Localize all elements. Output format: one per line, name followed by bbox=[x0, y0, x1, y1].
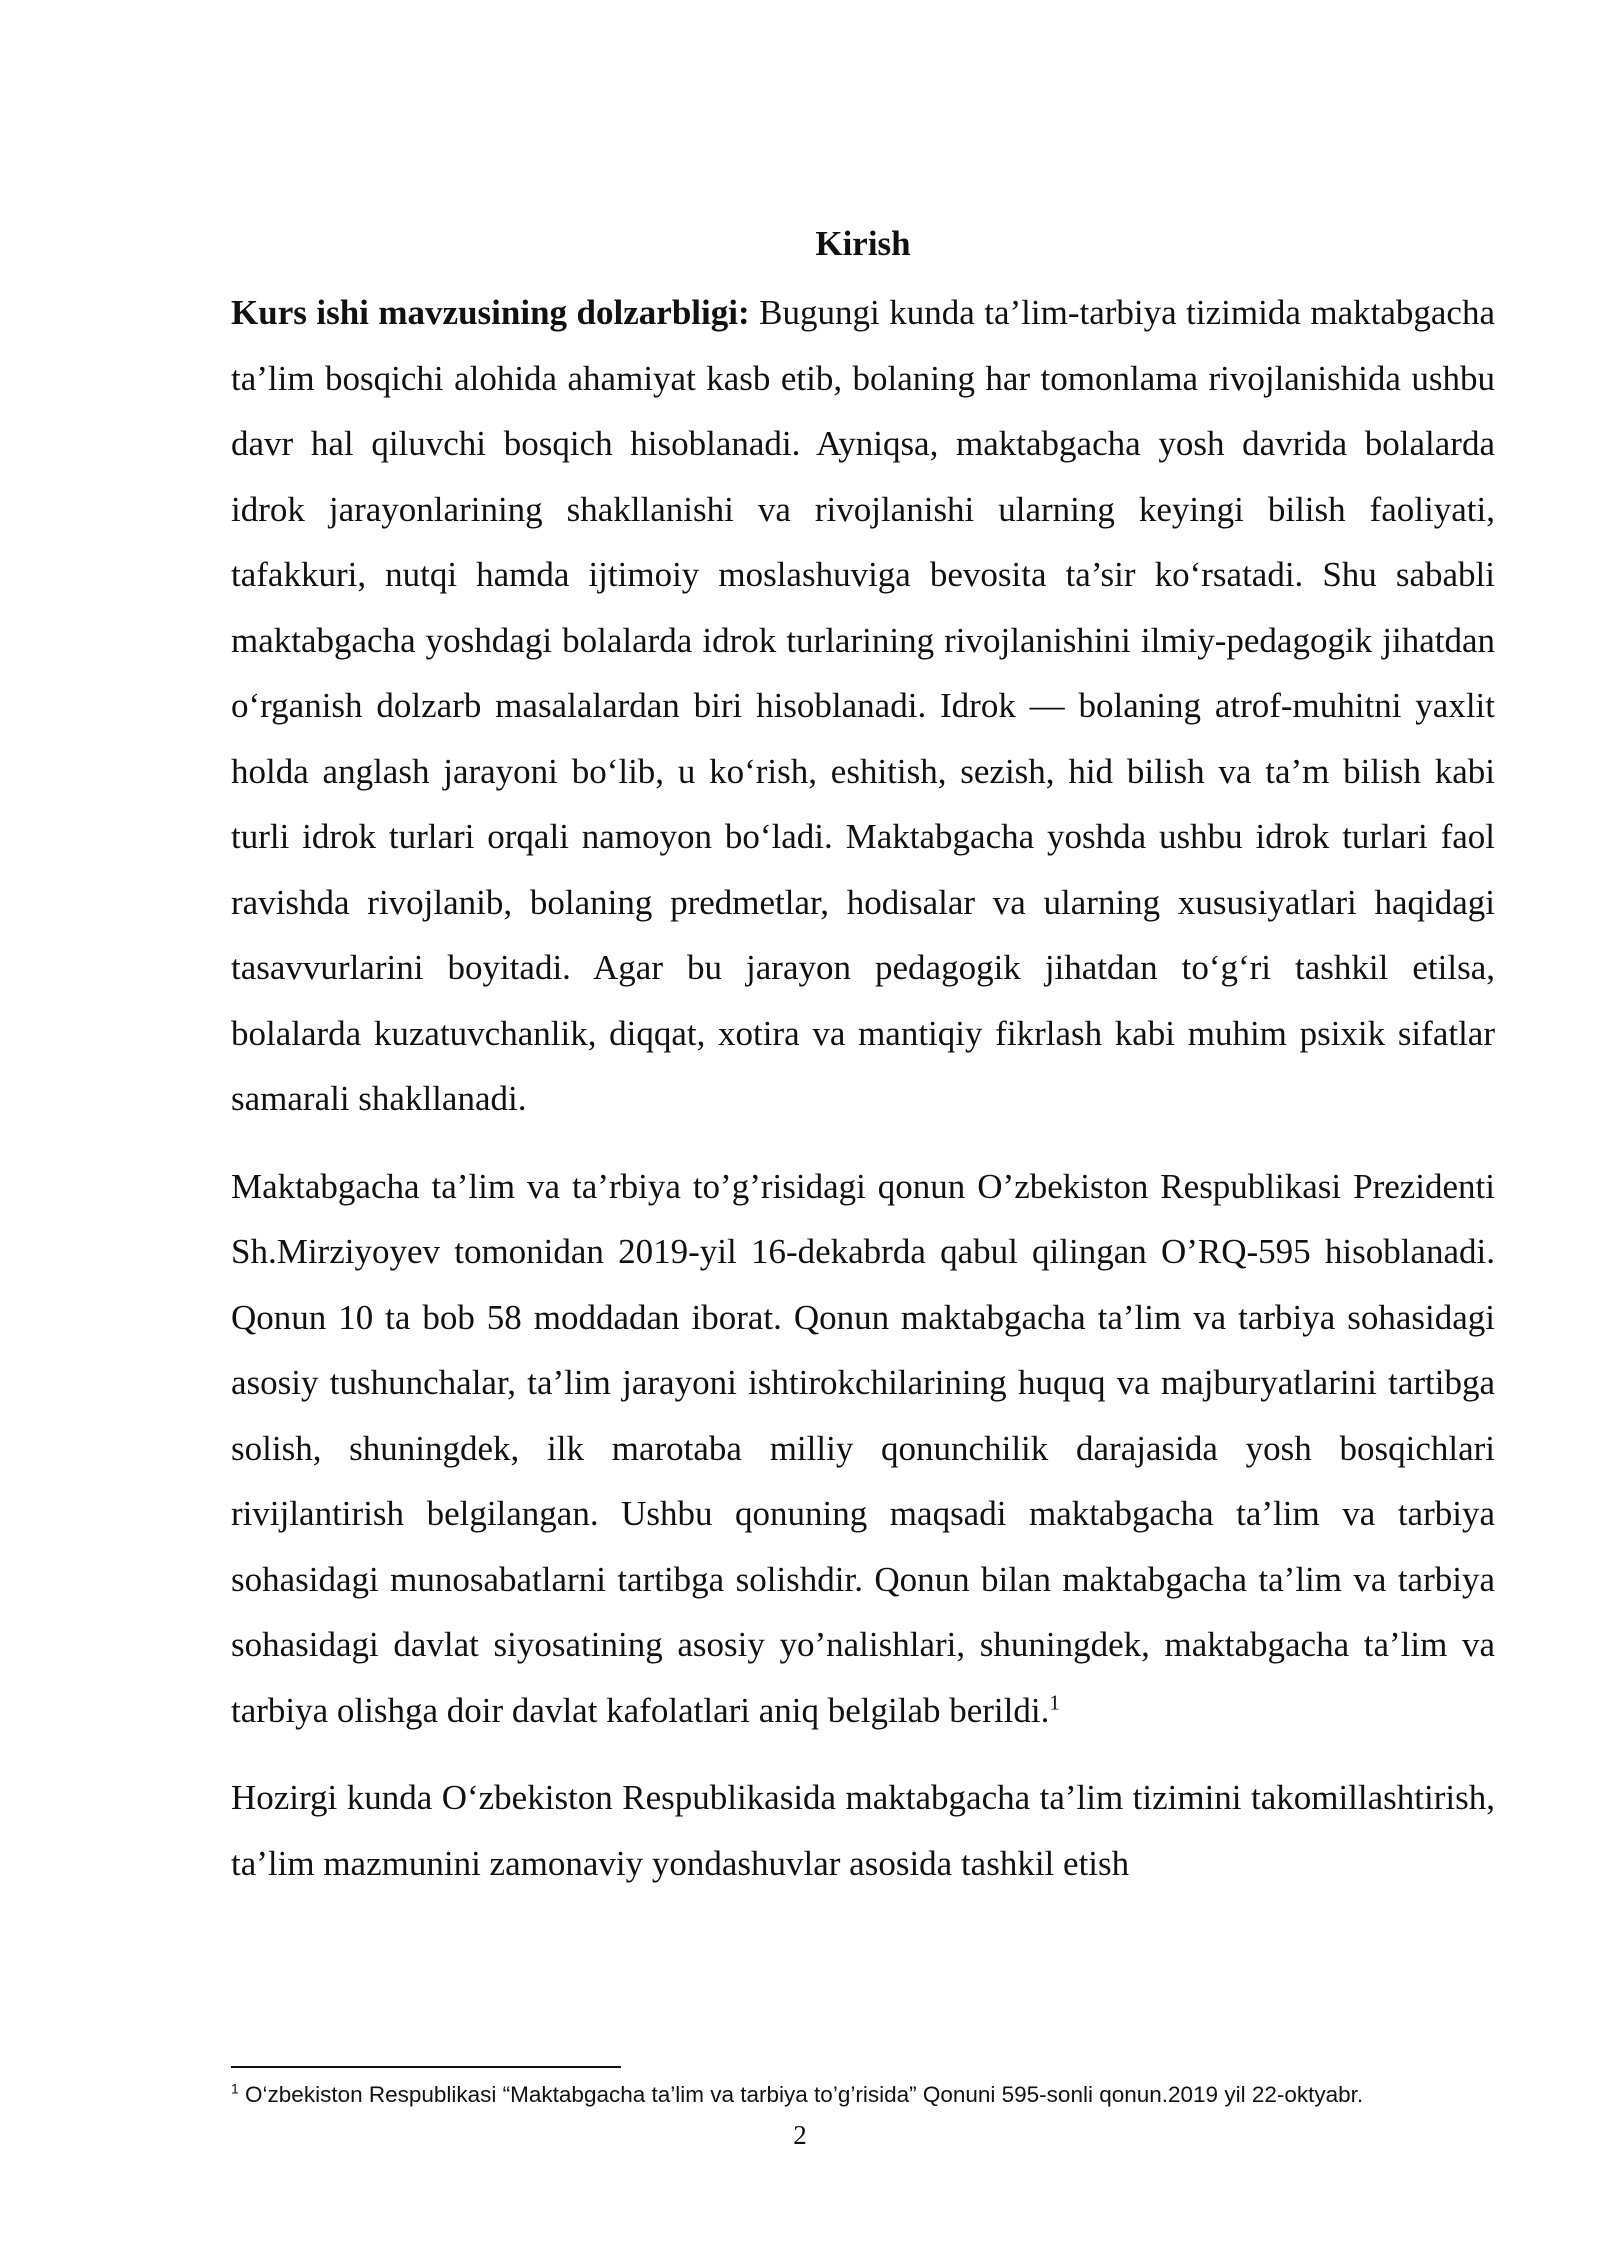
paragraph-law bbox=[231, 1154, 1495, 1744]
paragraph-relevance bbox=[231, 280, 1495, 1132]
paragraph-text: Hozirgi kunda O‘zbekiston Respublikasida maktabgacha ta’lim tizimini takomillashtirish, ta’lim mazmunini zamonaviy yondashuvlar asosida tashkil etish bbox=[231, 1778, 1495, 1883]
paragraph-text: Bugungi kunda ta’lim-tarbiya tizimida maktabgacha ta’lim bosqichi alohida ahamiyat kasb etib, bolaning har tomonlama rivojlanishida ushbu davr hal qiluvchi bosqich hisoblanadi. Ayniqsa, maktabgacha yosh davrida bolalarda idrok jarayonlarining shakllanishi va rivojlanishi ularning keyingi bilish faoliyati, tafakkuri, nutqi hamda ijtimoiy moslashuviga bevosita ta’sir ko‘rsatadi. Shu sababli maktabgacha yoshdagi bolalarda idrok turlarining rivojlanishini ilmiy-pedagogik jihatdan o‘rganish dolzarb masalalardan biri hisoblanadi. Idrok — bolaning atrof-muhitni yaxlit holda anglash jarayoni bo‘lib, u ko‘rish, eshitish, sezish, hid bilish va ta’m bilish kabi turli idrok turlari orqali namoyon bo‘ladi. Maktabgacha yoshda ushbu idrok turlari faol ravishda rivojlanib, bolaning predmetlar, hodisalar va ularning xususiyatlari haqidagi tasavvurlarini boyitadi. Agar bu jarayon pedagogik jihatdan to‘g‘ri tashkil etilsa, bolalarda kuzatuvchanlik, diqqat, xotira va mantiqiy fikrlash kabi muhim psixik sifatlar samarali shakllanadi. bbox=[231, 293, 1495, 1118]
paragraph-lead: Kurs ishi mavzusining dolzarbligi: bbox=[231, 293, 750, 332]
footnote-reference[interactable]: 1 bbox=[1049, 1689, 1060, 1714]
page-number: 2 bbox=[793, 2120, 807, 2150]
page-title: Kirish bbox=[815, 224, 911, 263]
footnote bbox=[231, 2080, 1531, 2110]
paragraph-current bbox=[231, 1765, 1495, 1896]
paragraph-text: Maktabgacha ta’lim va ta’rbiya to’g’risidagi qonun O’zbekiston Respublikasi Prezidenti Sh.Mirziyoyev tomonidan 2019-yil 16-dekabrda qabul qilingan O’RQ-595 hisoblanadi. Qonun 10 ta bob 58 moddadan iborat. Qonun maktabgacha ta’lim va tarbiya sohasidagi asosiy tushunchalar, ta’lim jarayoni ishtirokchilarining huquq va majburyatlarini tartibga solish, shuningdek, ilk marotaba milliy qonunchilik darajasida yosh bosqichlari rivijlantirish belgilangan. Ushbu qonuning maqsadi maktabgacha ta’lim va tarbiya sohasidagi munosabatlarni tartibga solishdir. Qonun bilan maktabgacha ta’lim va tarbiya sohasidagi davlat siyosatining asosiy yo’nalishlari, shuningdek, maktabgacha ta’lim va tarbiya olishga doir davlat kafolatlari aniq belgilab berildi. bbox=[231, 1166, 1495, 1730]
page-content bbox=[231, 214, 1495, 1896]
footnote-separator bbox=[231, 2066, 621, 2068]
footnote-number: 1 bbox=[231, 2080, 239, 2097]
footnote-text: O‘zbekiston Respublikasi “Maktabgacha ta’lim va tarbiya to’g’risida” Qonuni 595-sonli qonun.2019 yil 22-oktyabr. bbox=[238, 2082, 1364, 2107]
